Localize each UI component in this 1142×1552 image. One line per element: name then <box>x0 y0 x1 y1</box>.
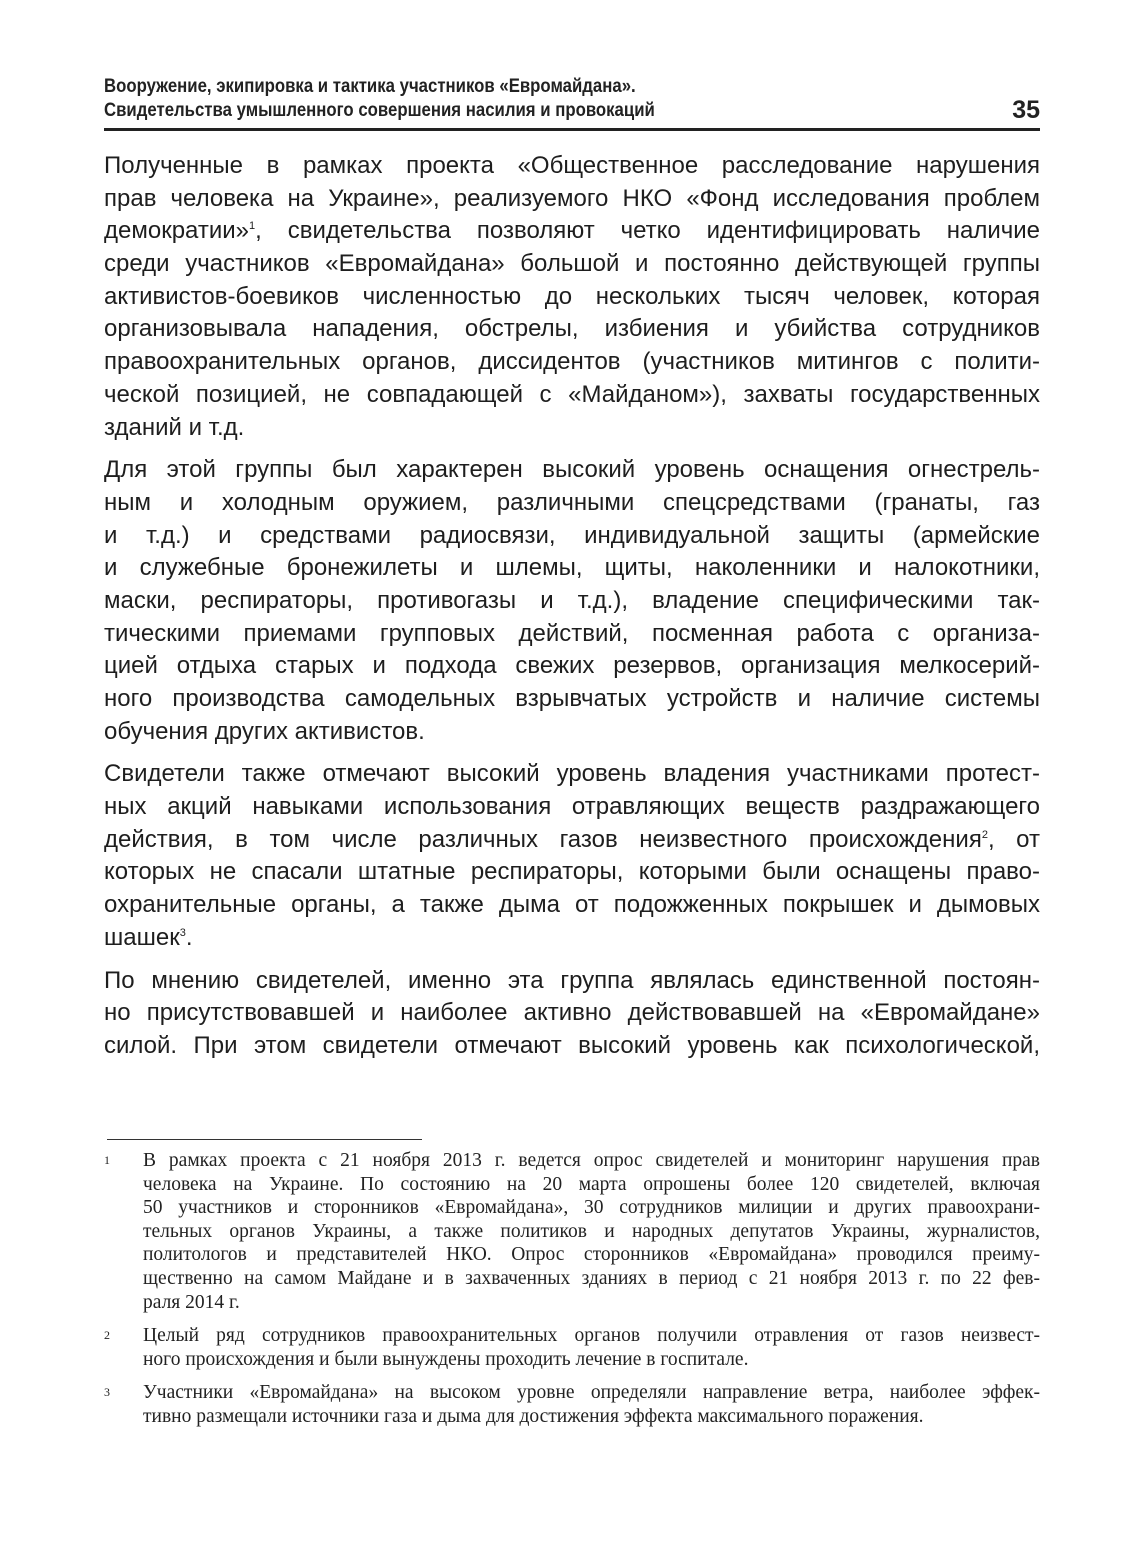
paragraph-line: Полученные в рамках проекта «Общественное расследование нарушения <box>104 152 1040 179</box>
paragraph-line: ческой позицией, не совпадающей с «Майданом»), захваты государственных <box>104 380 1040 408</box>
footnote-number: 3 <box>104 1385 110 1400</box>
footnote-number: 1 <box>104 1153 110 1167</box>
paragraph-line: зданий и т.д. <box>104 413 245 441</box>
footnote-line: 50 участников и сторонников «Евромайдана», 30 сотрудников милиции и других правоохрани- <box>143 1197 1040 1219</box>
footnote-line: человека на Украине. По состоянию на 20 марта опрошены более 120 свидетелей, включая <box>143 1173 1040 1195</box>
paragraph-line: Свидетели также отмечают высокий уровень владения участниками протест- <box>104 760 1040 788</box>
paragraph <box>104 150 1040 444</box>
paragraph-line: ным и холодным оружием, различными спецсредствами (гранаты, газ <box>104 488 1040 516</box>
page-number: 35 <box>1012 96 1040 124</box>
paragraph-line: ного производства самодельных взрывчатых устройств и наличие системы <box>104 685 1040 712</box>
paragraph-line: шашек$^3$. <box>104 923 193 951</box>
paragraph-line: маски, респираторы, противогазы и т.д.), владение специфическими так- <box>104 586 1040 614</box>
footnote-line: тивно размещали источники газа и дыма для достижения эффекта максимального поражения. <box>143 1405 924 1427</box>
paragraph-line: демократии»$^1$, свидетельства позволяют четко идентифицировать наличие <box>104 217 1040 245</box>
paragraph-line: обучения других активистов. <box>104 717 425 745</box>
paragraph-line: прав человека на Украине», реализуемого НКО «Фонд исследования проблем <box>104 184 1040 212</box>
footnote-line: щественно на самом Майдане и в захваченных зданиях в период с 21 ноября 2013 г. по 22 фев- <box>143 1267 1040 1289</box>
footnote-line: ного происхождения и были вынуждены проходить лечение в госпитале. <box>143 1348 749 1370</box>
footnote <box>104 1324 1040 1371</box>
footnote-line: Участники «Евромайдана» на высоком уровне определяли направление ветра, наиболее эффек- <box>143 1382 1040 1404</box>
paragraph-line: По мнению свидетелей, именно эта группа являлась единственной постоян- <box>104 966 1040 994</box>
paragraph-line: активистов-боевиков численностью до нескольких тысяч человек, которая <box>104 282 1040 310</box>
paragraph-line: но присутствовавшей и наиболее активно действовавшей на «Евромайдане» <box>104 999 1040 1027</box>
paragraph <box>104 965 1040 1063</box>
footnote-line: раля 2014 г. <box>143 1291 240 1313</box>
footnote-separator <box>107 1139 422 1140</box>
running-header <box>104 74 1040 122</box>
paragraph-line: организовывала нападения, обстрелы, избиения и убийства сотрудников <box>104 315 1040 343</box>
paragraph-line: действия, в том числе различных газов неизвестного происхождения$^2$, от <box>104 825 1040 853</box>
paragraph-line: среди участников «Евромайдана» большой и постоянно действующей группы <box>104 250 1040 278</box>
header-title-line-2: Свидетельства умышленного совершения насилия и провокаций <box>104 99 655 121</box>
body-text <box>104 150 1040 1073</box>
paragraph <box>104 454 1040 748</box>
paragraph <box>104 758 1040 954</box>
footnote <box>104 1381 1040 1428</box>
paragraph-line: Для этой группы был характерен высокий уровень оснащения огнестрель- <box>104 456 1040 484</box>
paragraph-line: силой. При этом свидетели отмечают высокий уровень как психологической, <box>104 1031 1040 1059</box>
paragraph-line: тическими приемами групповых действий, посменная работа с организа- <box>104 619 1040 647</box>
footnote-reference[interactable]: 1 <box>249 220 256 233</box>
paragraph-line: цией отдыха старых и подхода свежих резервов, организация мелкосерий- <box>104 652 1040 680</box>
paragraph-line: правоохранительных органов, диссидентов (участников митингов с полити- <box>104 348 1040 376</box>
footnote-line: Целый ряд сотрудников правоохранительных органов получили отравления от газов неизвест- <box>143 1325 1040 1347</box>
footnote-number: 2 <box>104 1328 110 1343</box>
footnote <box>104 1149 1040 1314</box>
header-title-line-1: Вооружение, экипировка и тактика участников «Евромайдана». <box>104 75 636 97</box>
paragraph-line: и т.д.) и средствами радиосвязи, индивидуальной защиты (армейские <box>104 521 1040 549</box>
footnote-reference[interactable]: 3 <box>179 926 186 939</box>
header-rule <box>104 128 1040 131</box>
footnote-line: политологов и представителей НКО. Опрос сторонников «Евромайдана» проводился преиму- <box>143 1244 1040 1266</box>
paragraph-line: и служебные бронежилеты и шлемы, щиты, наколенники и налокотники, <box>104 554 1040 582</box>
footnote-reference[interactable]: 2 <box>981 828 988 841</box>
footnotes <box>104 1149 1040 1439</box>
paragraph-line: ных акций навыками использования отравляющих веществ раздражающего <box>104 793 1040 821</box>
paragraph-line: которых не спасали штатные респираторы, которыми были оснащены право- <box>104 858 1040 886</box>
paragraph-line: охранительные органы, а также дыма от подожженных покрышек и дымовых <box>104 891 1040 919</box>
footnote-line: тельных органов Украины, а также политиков и народных депутатов Украины, журналистов, <box>143 1220 1040 1242</box>
footnote-line: В рамках проекта с 21 ноября 2013 г. ведется опрос свидетелей и мониторинг нарушения прав <box>143 1150 1040 1171</box>
